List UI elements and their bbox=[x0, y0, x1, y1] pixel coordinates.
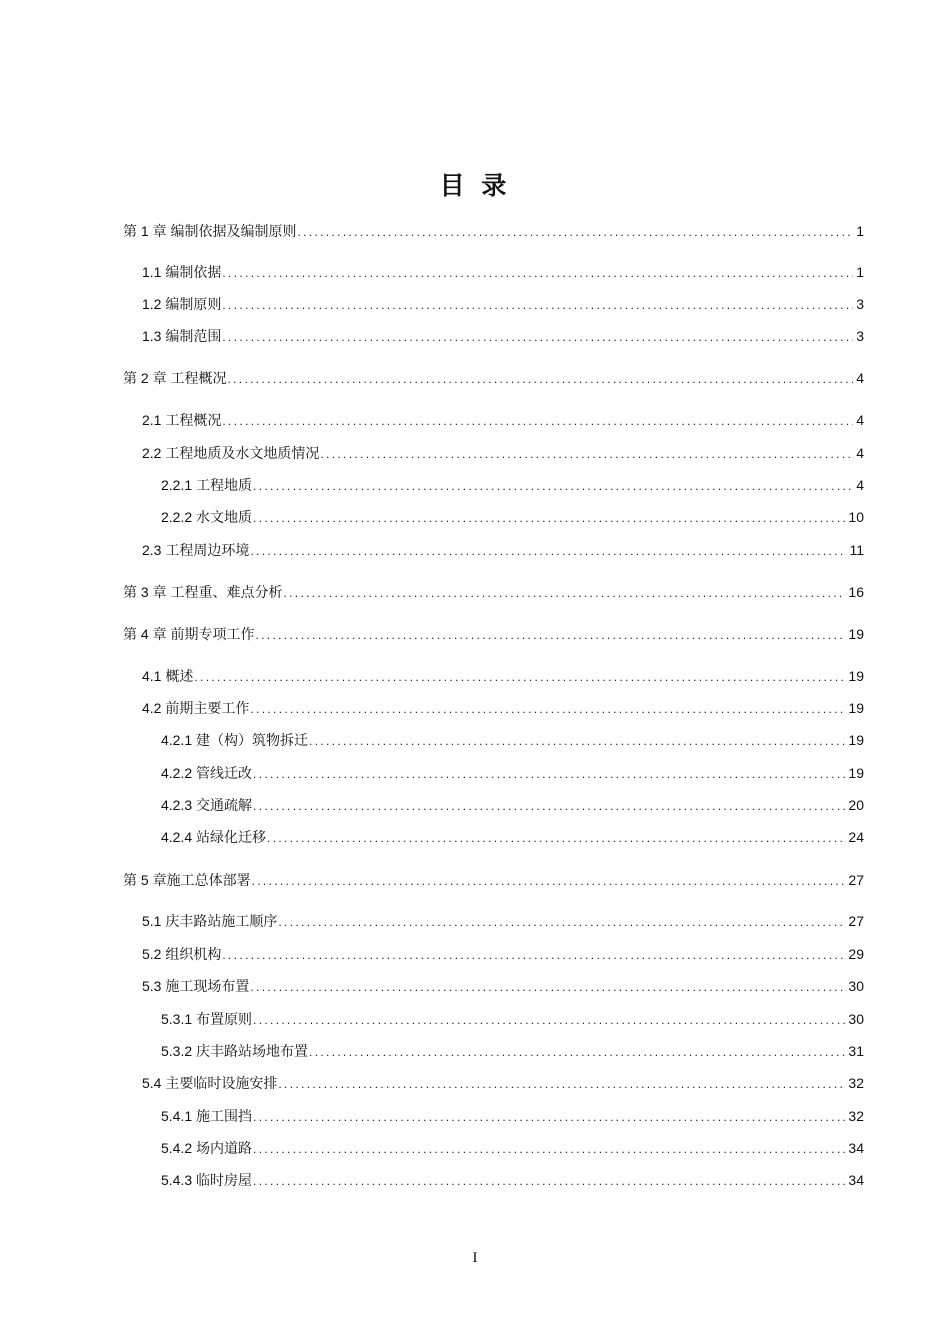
toc-entry-label: 2.2 工程地质及水文地质情况 bbox=[142, 445, 320, 461]
toc-entry-1-3[interactable] bbox=[142, 327, 864, 346]
toc-entry-label: 第 5 章施工总体部署 bbox=[123, 872, 251, 888]
dot-leader bbox=[222, 946, 845, 964]
toc-entry-label: 第 1 章 编制依据及编制原则 bbox=[123, 223, 297, 239]
dot-leader bbox=[227, 370, 853, 388]
toc-entry-5-4[interactable] bbox=[142, 1074, 864, 1093]
toc-entry-5-4-1[interactable] bbox=[161, 1107, 864, 1126]
toc-entry-label: 4.2 前期主要工作 bbox=[142, 700, 250, 716]
toc-entry-label: 5.4.3 临时房屋 bbox=[161, 1172, 253, 1188]
toc-entry-page: 1 bbox=[856, 264, 864, 280]
toc-entry-page: 30 bbox=[848, 1011, 864, 1027]
dot-leader bbox=[253, 765, 845, 783]
toc-entry-label: 1.1 编制依据 bbox=[142, 264, 222, 280]
toc-entry-5-3[interactable] bbox=[142, 977, 864, 996]
toc-entry-page: 30 bbox=[848, 978, 864, 994]
toc-entry-label: 第 4 章 前期专项工作 bbox=[123, 626, 255, 642]
toc-entry-5-4-2[interactable] bbox=[161, 1139, 864, 1158]
page-title: 目 录 bbox=[439, 171, 511, 200]
toc-entry-label: 第 3 章 工程重、难点分析 bbox=[123, 584, 283, 600]
toc-entry-2-2-2[interactable] bbox=[161, 508, 864, 527]
dot-leader bbox=[255, 626, 845, 644]
toc-entry-page: 31 bbox=[848, 1043, 864, 1059]
toc-entry-page: 32 bbox=[848, 1075, 864, 1091]
dot-leader bbox=[253, 1140, 845, 1158]
toc-entry-chapter-3[interactable] bbox=[123, 583, 864, 602]
toc-entry-chapter-1[interactable] bbox=[123, 222, 864, 241]
dot-leader bbox=[309, 732, 845, 750]
toc-entry-5-1[interactable] bbox=[142, 912, 864, 931]
toc-entry-label: 2.3 工程周边环境 bbox=[142, 542, 250, 558]
toc-entry-label: 4.2.4 站绿化迁移 bbox=[161, 829, 267, 845]
toc-entry-label: 第 2 章 工程概况 bbox=[123, 370, 227, 386]
toc-entry-page: 16 bbox=[848, 584, 864, 600]
toc-entry-page: 10 bbox=[848, 509, 864, 525]
dot-leader bbox=[250, 700, 845, 718]
toc-entry-label: 2.2.1 工程地质 bbox=[161, 477, 253, 493]
dot-leader bbox=[253, 797, 845, 815]
toc-entry-page: 4 bbox=[856, 477, 864, 493]
dot-leader bbox=[320, 445, 853, 463]
toc-entry-chapter-4[interactable] bbox=[123, 625, 864, 644]
toc-entry-5-3-1[interactable] bbox=[161, 1010, 864, 1029]
dot-leader bbox=[194, 668, 845, 686]
toc-entry-page: 34 bbox=[848, 1140, 864, 1156]
toc-entry-label: 4.1 概述 bbox=[142, 668, 194, 684]
dot-leader bbox=[250, 978, 845, 996]
dot-leader bbox=[253, 1172, 845, 1190]
toc-entry-label: 2.2.2 水文地质 bbox=[161, 509, 253, 525]
toc-entry-2-2-1[interactable] bbox=[161, 476, 864, 495]
toc-entry-5-2[interactable] bbox=[142, 945, 864, 964]
dot-leader bbox=[267, 829, 845, 847]
dot-leader bbox=[250, 542, 846, 560]
toc-entry-page: 19 bbox=[848, 765, 864, 781]
toc-entry-4-2-4[interactable] bbox=[161, 828, 864, 847]
toc-entry-4-2-3[interactable] bbox=[161, 796, 864, 815]
toc-entry-label: 5.3.1 布置原则 bbox=[161, 1011, 253, 1027]
toc-entry-label: 5.4 主要临时设施安排 bbox=[142, 1075, 278, 1091]
toc-entry-label: 1.2 编制原则 bbox=[142, 296, 222, 312]
toc-entry-page: 29 bbox=[848, 946, 864, 962]
toc-entry-page: 19 bbox=[848, 668, 864, 684]
dot-leader bbox=[222, 328, 853, 346]
toc-entry-chapter-5[interactable] bbox=[123, 871, 864, 890]
page-number-footer: I bbox=[472, 1250, 478, 1266]
toc-entry-label: 5.3.2 庆丰路站场地布置 bbox=[161, 1043, 309, 1059]
toc-entry-4-2-2[interactable] bbox=[161, 764, 864, 783]
toc-entry-page: 4 bbox=[856, 445, 864, 461]
toc-entry-label: 4.2.1 建（构）筑物拆迁 bbox=[161, 732, 309, 748]
toc-entry-page: 1 bbox=[856, 223, 864, 239]
toc-entry-4-1[interactable] bbox=[142, 667, 864, 686]
toc-entry-page: 4 bbox=[856, 370, 864, 386]
toc-entry-page: 32 bbox=[848, 1108, 864, 1124]
toc-entry-page: 11 bbox=[849, 542, 864, 558]
toc-entry-page: 19 bbox=[848, 626, 864, 642]
dot-leader bbox=[253, 477, 853, 495]
dot-leader bbox=[222, 296, 853, 314]
dot-leader bbox=[297, 223, 853, 241]
toc-entry-page: 4 bbox=[856, 412, 864, 428]
dot-leader bbox=[283, 584, 845, 602]
toc-entry-label: 2.1 工程概况 bbox=[142, 412, 222, 428]
toc-entry-page: 27 bbox=[848, 872, 864, 888]
toc-entry-label: 4.2.3 交通疏解 bbox=[161, 797, 253, 813]
dot-leader bbox=[278, 1075, 845, 1093]
toc-entry-page: 20 bbox=[848, 797, 864, 813]
toc-entry-label: 5.2 组织机构 bbox=[142, 946, 222, 962]
dot-leader bbox=[253, 509, 845, 527]
toc-entry-page: 27 bbox=[848, 913, 864, 929]
dot-leader bbox=[222, 412, 853, 430]
toc-entry-page: 3 bbox=[856, 296, 864, 312]
toc-entry-chapter-2[interactable] bbox=[123, 369, 864, 388]
dot-leader bbox=[253, 1108, 845, 1126]
dot-leader bbox=[309, 1043, 845, 1061]
toc-entry-label: 4.2.2 管线迁改 bbox=[161, 765, 253, 781]
dot-leader bbox=[278, 913, 845, 931]
toc-entry-1-1[interactable] bbox=[142, 263, 864, 282]
toc-entry-page: 3 bbox=[856, 328, 864, 344]
toc-entry-page: 19 bbox=[848, 732, 864, 748]
toc-entry-5-4-3[interactable] bbox=[161, 1171, 864, 1190]
toc-entry-label: 5.4.1 施工围挡 bbox=[161, 1108, 253, 1124]
toc-entry-2-1[interactable] bbox=[142, 411, 864, 430]
dot-leader bbox=[252, 872, 846, 890]
toc-entry-4-2-1[interactable] bbox=[161, 731, 864, 750]
toc-entry-2-3[interactable] bbox=[142, 541, 864, 560]
toc-entry-page: 24 bbox=[848, 829, 864, 845]
toc-entry-label: 5.4.2 场内道路 bbox=[161, 1140, 253, 1156]
dot-leader bbox=[222, 264, 853, 282]
toc-entry-5-3-2[interactable] bbox=[161, 1042, 864, 1061]
toc-entry-page: 34 bbox=[848, 1172, 864, 1188]
toc-entry-1-2[interactable] bbox=[142, 295, 864, 314]
toc-entry-page: 19 bbox=[848, 700, 864, 716]
toc-entry-label: 5.1 庆丰路站施工顺序 bbox=[142, 913, 278, 929]
toc-entry-2-2[interactable] bbox=[142, 444, 864, 463]
toc-entry-4-2[interactable] bbox=[142, 699, 864, 718]
dot-leader bbox=[253, 1011, 845, 1029]
toc-entry-label: 5.3 施工现场布置 bbox=[142, 978, 250, 994]
toc-entry-label: 1.3 编制范围 bbox=[142, 328, 222, 344]
